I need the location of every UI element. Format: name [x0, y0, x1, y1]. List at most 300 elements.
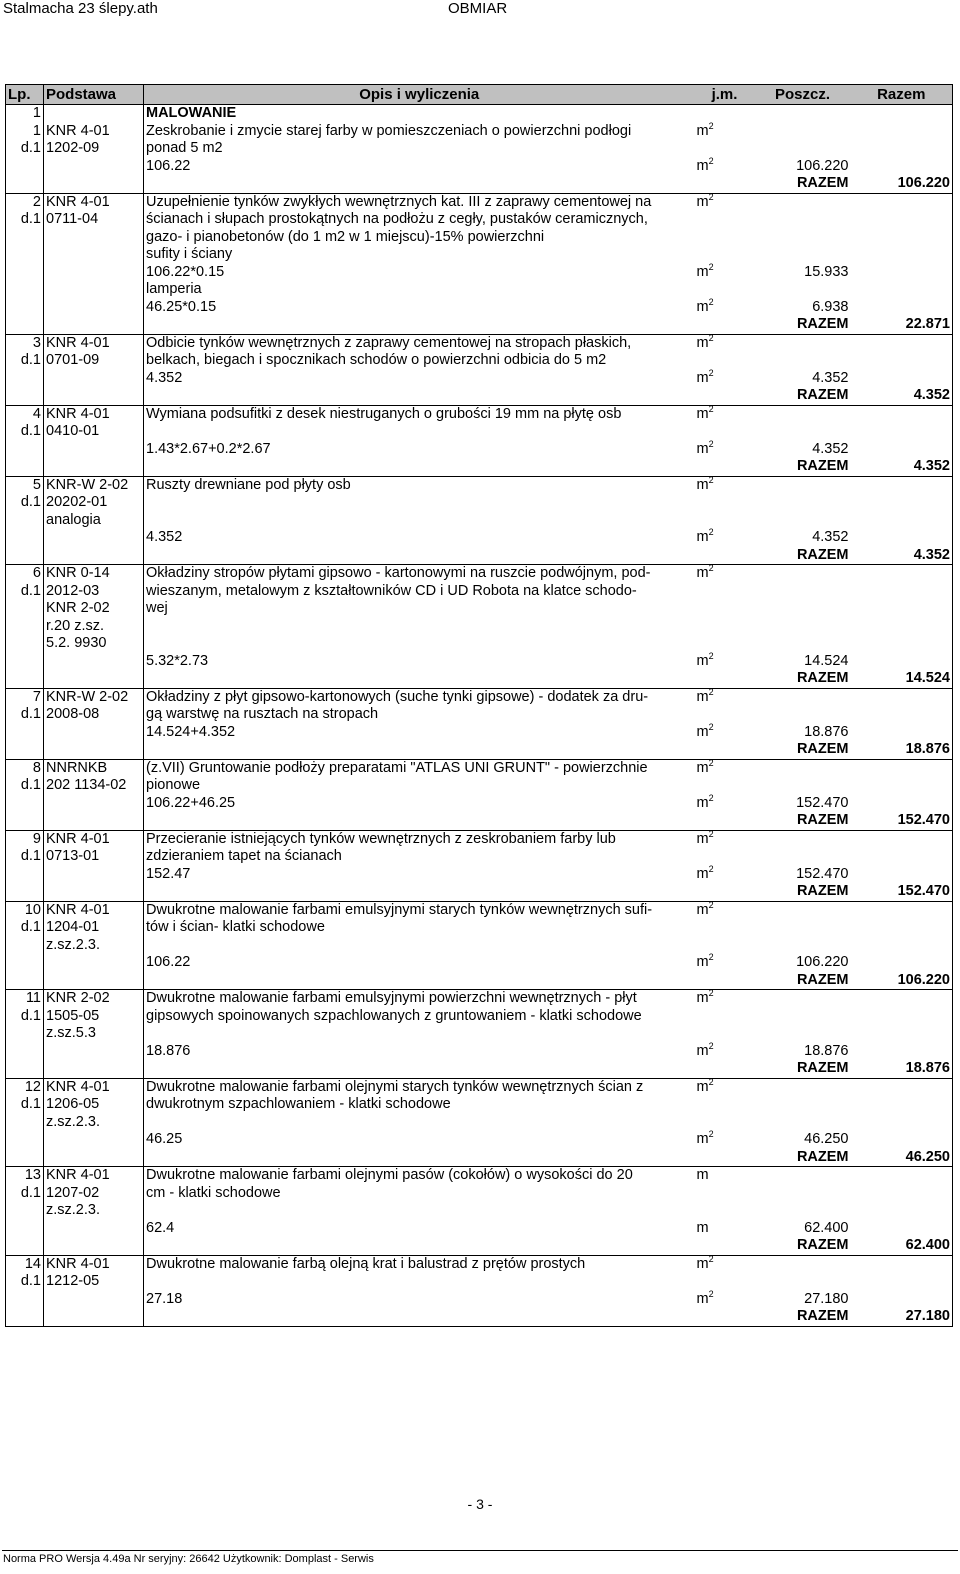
item-desc-row — [6, 423, 953, 441]
calc-label-row — [6, 281, 953, 299]
unit-cell — [695, 901, 755, 919]
item-base: 1202-09 — [44, 140, 144, 158]
calc-expression: 106.22+46.25 — [144, 795, 695, 813]
razem-total: 152.470 — [851, 883, 953, 901]
unit-exponent: 2 — [708, 1040, 714, 1051]
unit-exponent: 2 — [708, 332, 714, 343]
item-desc-row — [6, 919, 953, 937]
item-desc-row — [6, 937, 953, 955]
item-desc-row — [6, 246, 953, 264]
unit-symbol: m — [696, 759, 709, 776]
item-row — [6, 405, 953, 423]
calc-row — [6, 1043, 953, 1061]
calc-row — [6, 441, 953, 459]
unit-exponent: 2 — [708, 1288, 714, 1299]
item-description: Dwukrotne malowanie farbami emulsyjnymi powierzchni wewnętrznych - płyt — [144, 990, 695, 1008]
razem-row — [6, 883, 953, 901]
razem-row — [6, 1060, 953, 1078]
razem-label: RAZEM — [755, 1060, 851, 1078]
razem-label: RAZEM — [755, 812, 851, 830]
unit-symbol: m — [696, 440, 709, 457]
unit-cell — [695, 721, 755, 742]
calc-expression: 18.876 — [144, 1043, 695, 1061]
calc-expression: 46.25 — [144, 1131, 695, 1149]
item-description — [144, 512, 695, 530]
razem-total: 18.876 — [851, 741, 953, 759]
calc-value: 152.470 — [796, 794, 849, 811]
razem-row — [6, 387, 953, 405]
unit-symbol: m — [696, 565, 709, 581]
item-desc-row — [6, 583, 953, 601]
calc-row — [6, 653, 953, 671]
unit-exponent: 2 — [708, 120, 714, 131]
item-base: z.sz.2.3. — [44, 1114, 144, 1132]
item-base: 0701-09 — [44, 352, 144, 370]
razem-row — [6, 175, 953, 193]
item-lp: 7 — [6, 688, 44, 706]
razem-label: RAZEM — [755, 175, 851, 193]
calc-value: 18.876 — [804, 1042, 849, 1059]
item-lp — [6, 229, 44, 247]
item-base: KNR 4-01 — [44, 830, 144, 848]
page-number: - 3 - — [467, 1496, 493, 1512]
unit-symbol: m — [696, 1078, 709, 1095]
razem-total: 152.470 — [851, 812, 953, 830]
razem-total: 18.876 — [851, 1060, 953, 1078]
item-lp: d.1 — [6, 919, 44, 937]
item-base: 1204-01 — [44, 919, 144, 937]
razem-total: 106.220 — [851, 972, 953, 990]
item-base: KNR-W 2-02 — [44, 688, 144, 706]
razem-row — [6, 812, 953, 830]
item-lp: 11 — [6, 990, 44, 1008]
item-base: KNR 4-01 — [44, 901, 144, 919]
calc-value: 18.876 — [804, 723, 849, 740]
razem-label: RAZEM — [755, 316, 851, 334]
unit-exponent: 2 — [708, 757, 714, 768]
razem-label: RAZEM — [755, 1308, 851, 1326]
item-base: 20202-01 — [44, 494, 144, 512]
unit-symbol: m — [696, 1255, 709, 1272]
item-lp: 12 — [6, 1078, 44, 1096]
calc-value: 62.400 — [804, 1219, 849, 1236]
item-base: z.sz.2.3. — [44, 937, 144, 955]
item-lp: d.1 — [6, 848, 44, 866]
item-lp — [6, 1114, 44, 1132]
calc-row — [6, 370, 953, 388]
item-base: KNR 0-14 — [44, 565, 144, 583]
item-description: gipsowych spoinowanych szpachlowanych z gruntowaniem - klatki schodowe — [144, 1008, 695, 1026]
item-lp: d.1 — [6, 423, 44, 441]
item-lp — [6, 1025, 44, 1043]
item-description: Zeskrobanie i zmycie starej farby w pomieszczeniach o powierzchni podłogi — [144, 123, 695, 141]
unit-symbol: m — [696, 157, 709, 174]
calc-value: 14.524 — [804, 652, 849, 669]
razem-total: 14.524 — [851, 670, 953, 688]
unit-cell — [695, 759, 755, 777]
unit-symbol: m — [696, 298, 709, 315]
unit-cell — [695, 954, 755, 972]
item-row — [6, 565, 953, 583]
calc-value: 106.220 — [796, 157, 849, 174]
item-lp — [6, 937, 44, 955]
unit-symbol: m — [696, 652, 709, 669]
item-lp — [6, 600, 44, 618]
item-description — [144, 618, 695, 636]
item-base: 1206-05 — [44, 1096, 144, 1114]
calc-row — [6, 299, 953, 317]
item-desc-row — [6, 494, 953, 512]
col-header-unit: j.m. — [695, 85, 755, 105]
item-lp: d.1 — [6, 777, 44, 795]
item-lp: d.1 — [6, 706, 44, 724]
unit-cell — [695, 476, 755, 494]
unit-exponent: 2 — [708, 1253, 714, 1264]
unit-symbol: m — [696, 1042, 709, 1059]
unit-exponent: 2 — [708, 403, 714, 414]
item-description: Okładziny z płyt gipsowo-kartonowych (suche tynki gipsowe) - dodatek za dru- — [144, 688, 695, 706]
item-lp — [6, 635, 44, 653]
calc-label: lamperia — [144, 281, 695, 299]
item-lp: d.1 — [6, 140, 44, 158]
page-header — [0, 0, 960, 18]
unit-cell — [695, 1167, 755, 1185]
unit-cell — [695, 990, 755, 1008]
item-row — [6, 476, 953, 494]
item-description — [144, 423, 695, 441]
razem-total: 46.250 — [851, 1149, 953, 1167]
item-base: 2008-08 — [44, 706, 144, 724]
item-row — [6, 123, 953, 141]
item-description: wej — [144, 600, 695, 618]
item-desc-row — [6, 1202, 953, 1220]
unit-exponent: 2 — [708, 899, 714, 910]
unit-cell — [695, 1040, 755, 1061]
razem-label: RAZEM — [755, 883, 851, 901]
calc-expression: 5.32*2.73 — [144, 653, 695, 671]
razem-row — [6, 741, 953, 759]
item-base: KNR 4-01 — [44, 193, 144, 211]
item-base: KNR 2-02 — [44, 600, 144, 618]
unit-exponent: 2 — [708, 527, 714, 538]
item-row — [6, 1167, 953, 1185]
razem-total: 4.352 — [851, 458, 953, 476]
item-desc-row — [6, 706, 953, 724]
unit-symbol: m — [696, 529, 709, 545]
unit-cell — [695, 261, 755, 282]
col-header-qty: Poszcz. — [755, 85, 851, 105]
calc-row — [6, 264, 953, 282]
unit-symbol: m — [696, 794, 709, 811]
unit-cell — [695, 1131, 755, 1149]
item-base: KNR 4-01 — [44, 334, 144, 352]
calc-row — [6, 724, 953, 742]
item-lp — [6, 1202, 44, 1220]
calc-value: 46.250 — [804, 1131, 849, 1147]
item-desc-row — [6, 1025, 953, 1043]
item-base: KNR 4-01 — [44, 1255, 144, 1273]
col-header-lp: Lp. — [6, 85, 44, 105]
razem-label: RAZEM — [755, 741, 851, 759]
razem-row — [6, 1149, 953, 1167]
item-base: 5.2. 9930 — [44, 635, 144, 653]
item-base: 0713-01 — [44, 848, 144, 866]
item-desc-row — [6, 848, 953, 866]
item-row — [6, 193, 953, 211]
item-lp: 4 — [6, 405, 44, 423]
calc-row — [6, 866, 953, 884]
item-lp: 6 — [6, 565, 44, 583]
item-desc-row — [6, 229, 953, 247]
item-description — [144, 1025, 695, 1043]
item-lp: d.1 — [6, 1008, 44, 1026]
item-description: Dwukrotne malowanie farbami emulsyjnymi starych tynków wewnętrznych sufi- — [144, 901, 695, 919]
unit-cell — [695, 565, 755, 583]
item-lp: d.1 — [6, 1096, 44, 1114]
col-header-desc: Opis i wyliczenia — [144, 85, 695, 105]
unit-symbol: m — [696, 1290, 709, 1307]
item-base: analogia — [44, 512, 144, 530]
calc-value: 27.180 — [804, 1290, 849, 1307]
item-description: tów i ścian- klatki schodowe — [144, 919, 695, 937]
item-desc-row — [6, 635, 953, 653]
unit-exponent: 2 — [708, 650, 714, 661]
unit-symbol: m — [696, 1167, 709, 1183]
col-header-total: Razem — [851, 85, 953, 105]
razem-row — [6, 1308, 953, 1326]
item-description: zdzieraniem tapet na ścianach — [144, 848, 695, 866]
razem-total: 4.352 — [851, 387, 953, 405]
unit-symbol: m — [696, 1219, 709, 1236]
item-base: KNR 4-01 — [44, 1078, 144, 1096]
item-lp: d.1 — [6, 583, 44, 601]
item-base: 0711-04 — [44, 211, 144, 229]
item-base: 202 1134-02 — [44, 777, 144, 795]
unit-exponent: 2 — [708, 563, 714, 574]
item-base: KNR-W 2-02 — [44, 476, 144, 494]
unit-exponent: 2 — [708, 367, 714, 378]
item-row — [6, 759, 953, 777]
item-desc-row — [6, 1096, 953, 1114]
unit-cell — [695, 830, 755, 848]
unit-cell — [695, 1078, 755, 1096]
item-lp — [6, 618, 44, 636]
unit-exponent: 2 — [708, 952, 714, 963]
file-title: Stalmacha 23 ślepy.ath — [3, 0, 158, 17]
item-lp: d.1 — [6, 1273, 44, 1291]
calc-row — [6, 158, 953, 176]
item-description: ponad 5 m2 — [144, 140, 695, 158]
unit-cell — [695, 155, 755, 176]
unit-symbol: m — [696, 334, 709, 351]
item-row — [6, 901, 953, 919]
section-title: MALOWANIE — [144, 105, 695, 123]
item-description: dwukrotnym szpachlowaniem - klatki schodowe — [144, 1096, 695, 1114]
unit-exponent: 2 — [708, 721, 714, 732]
unit-cell — [695, 1255, 755, 1273]
item-lp — [6, 512, 44, 530]
item-lp: 5 — [6, 476, 44, 494]
razem-row — [6, 1237, 953, 1255]
calc-expression: 106.22 — [144, 158, 695, 176]
item-description: sufity i ściany — [144, 246, 695, 264]
col-header-base: Podstawa — [44, 85, 144, 105]
calc-value: 4.352 — [812, 529, 849, 545]
calc-row — [6, 954, 953, 972]
calc-value: 152.470 — [796, 865, 849, 882]
unit-cell — [695, 296, 755, 317]
item-description: Wymiana podsufitki z desek niestruganych o grubości 19 mm na płytę osb — [144, 405, 695, 423]
item-base: KNR 4-01 — [44, 1167, 144, 1185]
item-desc-row — [6, 1114, 953, 1132]
table-header-row — [6, 85, 953, 105]
unit-symbol: m — [696, 476, 709, 493]
unit-cell — [695, 334, 755, 352]
item-lp: d.1 — [6, 494, 44, 512]
unit-cell — [695, 792, 755, 813]
calc-expression: 1.43*2.67+0.2*2.67 — [144, 441, 695, 459]
unit-cell — [695, 688, 755, 706]
item-description: gą warstwę na rusztach na stropach — [144, 706, 695, 724]
item-description: Uzupełnienie tynków zwykłych wewnętrznych kat. III z zaprawy cementowej na — [144, 193, 695, 211]
item-lp: d.1 — [6, 352, 44, 370]
section-number: 1 — [6, 105, 44, 123]
unit-symbol: m — [696, 122, 709, 139]
razem-row — [6, 458, 953, 476]
unit-cell — [695, 650, 755, 671]
calc-expression: 62.4 — [144, 1220, 695, 1238]
item-description — [144, 1202, 695, 1220]
calc-row — [6, 1291, 953, 1309]
item-lp: 2 — [6, 193, 44, 211]
item-description — [144, 494, 695, 512]
razem-total: 27.180 — [851, 1308, 953, 1326]
unit-exponent: 2 — [708, 296, 714, 307]
item-description: Przecieranie istniejących tynków wewnętrznych z zeskrobaniem farby lub — [144, 830, 695, 848]
item-row — [6, 688, 953, 706]
item-base: KNR 2-02 — [44, 990, 144, 1008]
footer-divider — [2, 1550, 958, 1551]
unit-symbol: m — [696, 954, 709, 970]
item-lp: 8 — [6, 759, 44, 777]
razem-label: RAZEM — [755, 547, 851, 565]
calc-row — [6, 1131, 953, 1149]
razem-label: RAZEM — [755, 458, 851, 476]
unit-symbol: m — [696, 369, 709, 386]
razem-total: 22.871 — [851, 316, 953, 334]
unit-cell — [695, 367, 755, 388]
report-title: OBMIAR — [448, 0, 508, 17]
item-desc-row — [6, 618, 953, 636]
item-description: Okładziny stropów płytami gipsowo - kartonowymi na ruszcie podwójnym, pod- — [144, 565, 695, 583]
item-base — [44, 246, 144, 264]
item-desc-row — [6, 777, 953, 795]
calc-value: 106.220 — [796, 954, 849, 970]
calc-expression: 27.18 — [144, 1291, 695, 1309]
item-desc-row — [6, 211, 953, 229]
unit-symbol: m — [696, 723, 709, 740]
calc-expression: 152.47 — [144, 866, 695, 884]
unit-exponent: 2 — [708, 1129, 714, 1140]
item-base: 0410-01 — [44, 423, 144, 441]
item-lp: 1 — [6, 123, 44, 141]
unit-symbol: m — [696, 901, 709, 918]
razem-total: 106.220 — [851, 175, 953, 193]
item-description: Dwukrotne malowanie farbami olejnymi pasów (cokołów) o wysokości do 20 — [144, 1167, 695, 1185]
item-description: cm - klatki schodowe — [144, 1185, 695, 1203]
item-lp: 10 — [6, 901, 44, 919]
unit-exponent: 2 — [708, 828, 714, 839]
unit-cell — [695, 863, 755, 884]
razem-row — [6, 972, 953, 990]
item-desc-row — [6, 600, 953, 618]
item-description: Dwukrotne malowanie farbą olejną krat i balustrad z prętów prostych — [144, 1255, 695, 1273]
calc-value: 6.938 — [812, 298, 849, 315]
calc-expression: 106.22 — [144, 954, 695, 972]
razem-label: RAZEM — [755, 670, 851, 688]
unit-exponent: 2 — [708, 1076, 714, 1087]
unit-exponent: 2 — [708, 155, 714, 166]
calc-row — [6, 1220, 953, 1238]
razem-label: RAZEM — [755, 387, 851, 405]
razem-row — [6, 316, 953, 334]
unit-cell — [695, 193, 755, 211]
item-base: 2012-03 — [44, 583, 144, 601]
razem-row — [6, 670, 953, 688]
unit-symbol: m — [696, 688, 709, 705]
item-base: z.sz.2.3. — [44, 1202, 144, 1220]
item-description: belkach, biegach i spocznikach schodów o powierzchni odbicia do 5 m2 — [144, 352, 695, 370]
item-lp — [6, 246, 44, 264]
calc-expression: 4.352 — [144, 370, 695, 388]
unit-symbol: m — [696, 830, 709, 847]
unit-cell — [695, 120, 755, 141]
unit-symbol: m — [696, 405, 709, 422]
item-desc-row — [6, 1273, 953, 1291]
item-row — [6, 990, 953, 1008]
item-desc-row — [6, 140, 953, 158]
calc-expression: 4.352 — [144, 529, 695, 547]
calc-value: 15.933 — [804, 263, 849, 280]
item-desc-row — [6, 1185, 953, 1203]
unit-exponent: 2 — [708, 792, 714, 803]
unit-exponent: 2 — [708, 686, 714, 697]
razem-label: RAZEM — [755, 1237, 851, 1255]
software-footer: Norma PRO Wersja 4.49a Nr seryjny: 26642 Użytkownik: Domplast - Serwis — [3, 1553, 374, 1565]
calc-expression: 14.524+4.352 — [144, 724, 695, 742]
item-description: gazo- i pianobetonów (do 1 m2 w 1 miejscu)-15% powierzchni — [144, 229, 695, 247]
item-lp: 3 — [6, 334, 44, 352]
item-row — [6, 1255, 953, 1273]
item-base: NNRNKB — [44, 759, 144, 777]
unit-cell — [695, 438, 755, 459]
unit-exponent: 2 — [708, 988, 714, 999]
calc-expression: 46.25*0.15 — [144, 299, 695, 317]
item-lp: 13 — [6, 1167, 44, 1185]
unit-cell — [695, 529, 755, 547]
item-description: wieszanym, metalowym z kształtowników CD i UD Robota na klatce schodo- — [144, 583, 695, 601]
item-description: ścianach i słupach prostokątnych na podłożu z cegły, pustaków ceramicznych, — [144, 211, 695, 229]
unit-symbol: m — [696, 1131, 709, 1147]
calc-row — [6, 795, 953, 813]
item-description — [144, 1114, 695, 1132]
calc-value: 4.352 — [812, 440, 849, 457]
unit-exponent: 2 — [708, 191, 714, 202]
calc-row — [6, 529, 953, 547]
item-description: pionowe — [144, 777, 695, 795]
item-base — [44, 229, 144, 247]
estimate-table — [5, 84, 953, 1327]
